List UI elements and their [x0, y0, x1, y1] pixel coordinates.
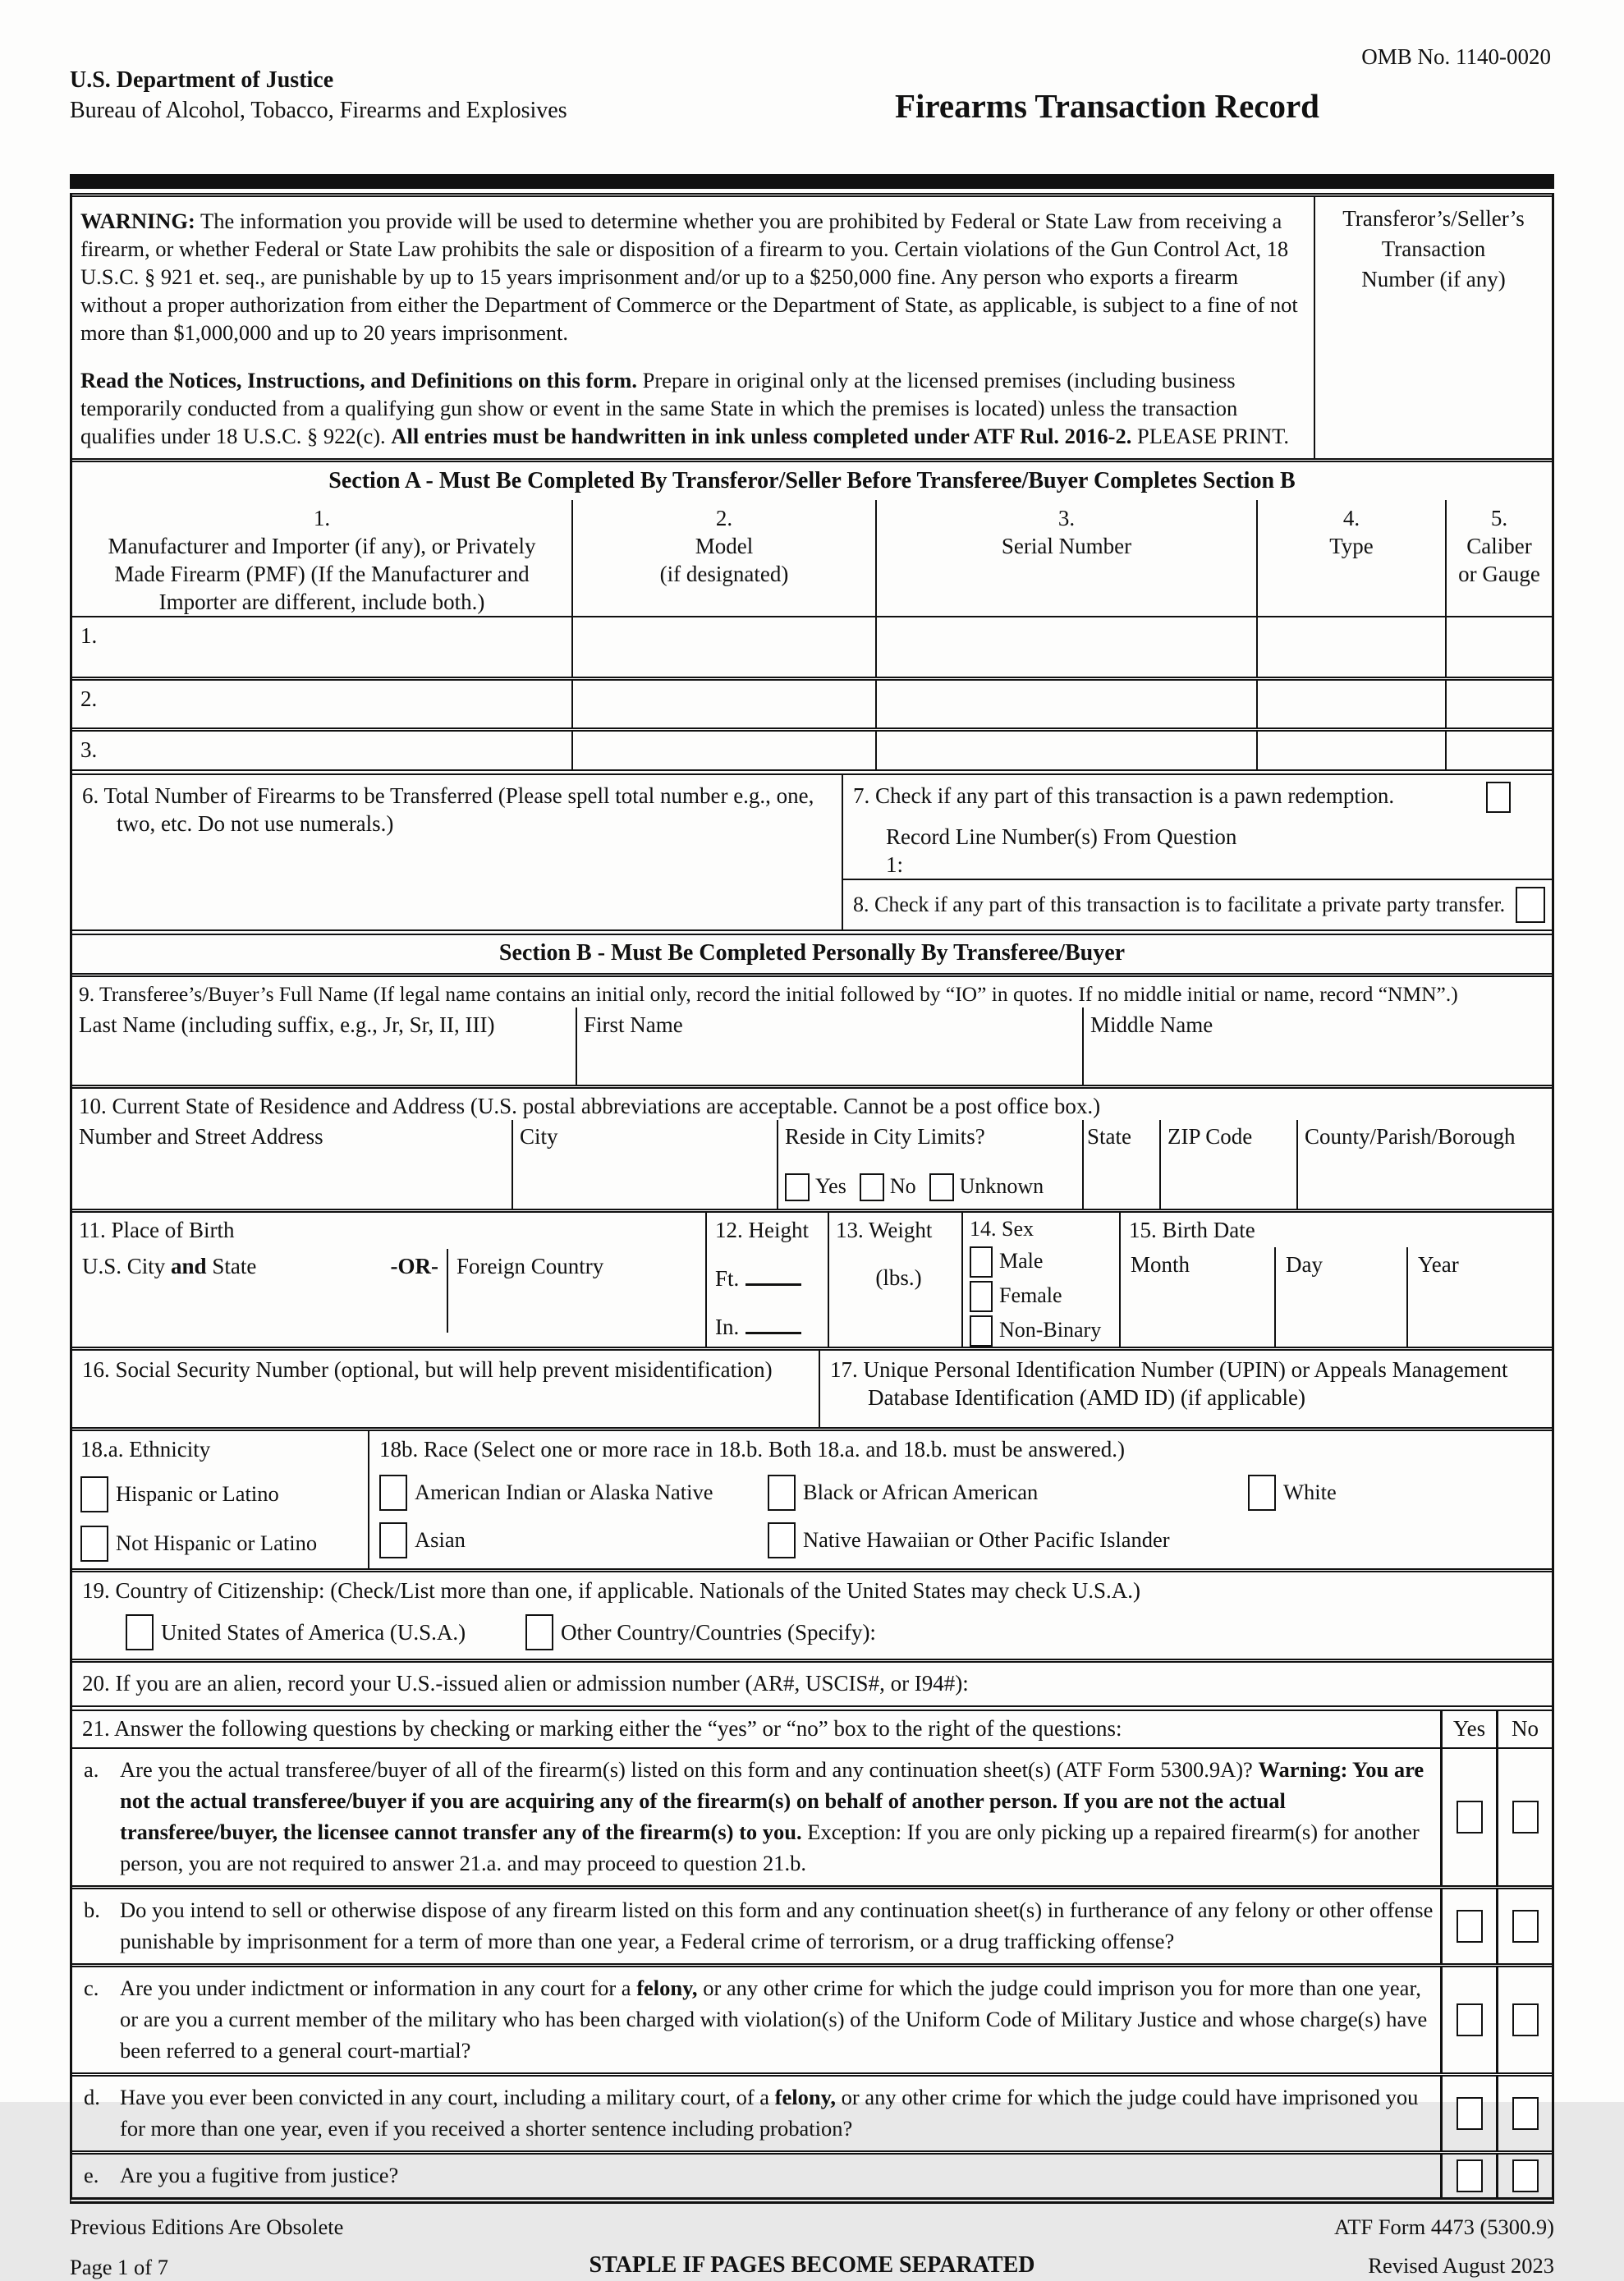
us-city-state-label: U.S. City and State: [82, 1253, 257, 1278]
race-asian-option: [379, 1522, 768, 1558]
q21c-yes-cell: [1440, 1967, 1496, 2072]
item-text: Are you a fugitive from justice?: [120, 2162, 399, 2187]
first-name-label: First Name: [584, 1012, 683, 1037]
form-title: Firearms Transaction Record: [895, 87, 1319, 125]
city-label: City: [520, 1123, 558, 1149]
day-label: Day: [1286, 1251, 1323, 1277]
city-limits-yes-checkbox[interactable]: [785, 1173, 810, 1201]
row-number: 2.: [80, 686, 98, 712]
column-header-type: [1256, 500, 1445, 616]
inches-label: In.: [715, 1314, 740, 1339]
height-feet-row: [715, 1264, 828, 1292]
private-party-transfer-checkbox[interactable]: [1516, 887, 1545, 923]
warning-paragraph: WARNING: The information you provide will be used to determine whether you are prohibited by Federal or State Law from receiving a firearm, or whether Federal or State Law prohibits the sale or disposition of a firearm to you. Certain violations of the Gun Control Act, 18 U.S.C. § 921 et. seq., are punishable by up to 15 years imprisonment and/or up to a $250,000 fine. Any person who exports a firearm without a proper authorization from either the Department of Commerce or the Department of State, as applicable, is subject to a fine of not more than $1,000,000 and up to 20 years imprisonment.: [80, 209, 1298, 345]
city-limits-unknown-checkbox[interactable]: [929, 1173, 954, 1201]
transferor-transaction-number-field[interactable]: [1315, 295, 1552, 458]
citizenship-other-option: [525, 1614, 1139, 1650]
row-number: 3.: [80, 737, 98, 763]
question-20: [72, 1659, 1552, 1705]
sex-male-checkbox[interactable]: [970, 1246, 993, 1278]
city-limits-unknown-option: [929, 1173, 1044, 1201]
firearm-3-model-field[interactable]: [571, 732, 875, 769]
total-firearms-field[interactable]: [82, 838, 830, 923]
row-number: 1.: [80, 623, 98, 649]
place-of-birth-label: 11. Place of Birth: [79, 1217, 235, 1242]
footer-right: [1064, 2214, 1554, 2281]
q21e-yes-cell: [1440, 2155, 1496, 2197]
firearm-2-type-field[interactable]: [1256, 681, 1445, 727]
birth-day-field[interactable]: [1274, 1247, 1406, 1347]
question-13: [828, 1213, 961, 1347]
city-limits-options: [785, 1173, 1076, 1201]
section-b-title: Section B - Must Be Completed Personally By Transferee/Buyer: [72, 929, 1552, 976]
transferor-transaction-number-label: [1315, 204, 1552, 295]
race-pacific-islander-option: [768, 1522, 1248, 1558]
birth-date-fields: [1121, 1247, 1552, 1347]
not-hispanic-label: Not Hispanic or Latino: [116, 1530, 318, 1555]
year-label: Year: [1418, 1251, 1459, 1277]
firearms-table: [72, 500, 1552, 775]
yes-column-header: Yes: [1440, 1711, 1496, 1747]
question-12: [705, 1213, 828, 1347]
race-black-option: [768, 1475, 1248, 1511]
city-limits-no-checkbox[interactable]: [860, 1173, 884, 1201]
city-limits-cell: [777, 1120, 1082, 1209]
question-21-header: [72, 1705, 1552, 1749]
record-line-numbers: [853, 810, 1474, 879]
warning-box: [72, 193, 1552, 462]
department-name: U.S. Department of Justice: [70, 67, 334, 93]
first-name-field[interactable]: [576, 1007, 1082, 1085]
height-inches-field[interactable]: [745, 1312, 801, 1334]
citizenship-options: [72, 1614, 1552, 1650]
column-header-serial: [875, 500, 1256, 616]
questions-6-7-8: [72, 775, 1552, 929]
upin-label: 17. Unique Personal Identification Number (UPIN) or Appeals Management Database Identification (AMD ID) (if applicable): [830, 1356, 1508, 1410]
birth-year-field[interactable]: [1406, 1247, 1552, 1347]
birth-month-field[interactable]: [1121, 1247, 1274, 1347]
county-field[interactable]: [1296, 1120, 1552, 1209]
nonbinary-label: Non-Binary: [999, 1318, 1102, 1342]
divider-bar: [70, 174, 1554, 189]
sex-nonbinary-checkbox[interactable]: [970, 1315, 993, 1347]
race-black-checkbox[interactable]: [768, 1475, 796, 1511]
ethnicity-hispanic-checkbox[interactable]: [80, 1476, 108, 1512]
yes-label: Yes: [815, 1174, 846, 1199]
zip-code-field[interactable]: [1159, 1120, 1296, 1209]
column-label: Caliber or Gauge: [1458, 534, 1540, 587]
column-number: 5.: [1490, 506, 1508, 531]
q21e-no-cell: [1496, 2155, 1552, 2197]
record-line-numbers-label: Record Line Number(s) From Question 1:: [886, 824, 1237, 878]
birth-date-label: 15. Birth Date: [1129, 1217, 1255, 1242]
question-15: [1119, 1213, 1552, 1347]
height-inches-row: [715, 1312, 828, 1341]
alien-number-field[interactable]: [975, 1669, 1319, 1691]
other-country-field[interactable]: [876, 1622, 1139, 1643]
question-21: [72, 1705, 1552, 2197]
female-label: Female: [999, 1283, 1062, 1308]
firearm-3-manufacturer-field[interactable]: [72, 732, 571, 769]
transferor-label-line2: Transaction: [1381, 236, 1486, 261]
question-21b-text: [72, 1889, 1440, 1963]
question-10: [72, 1085, 1552, 1209]
revision-date: Revised August 2023: [1368, 2252, 1554, 2278]
question-11: [72, 1213, 705, 1347]
height-label: 12. Height: [715, 1217, 809, 1242]
transferor-transaction-number-box: [1315, 197, 1552, 458]
q21a-yes-checkbox[interactable]: [1457, 1801, 1483, 1834]
q21e-yes-checkbox[interactable]: [1457, 2159, 1483, 2192]
firearm-2-serial-field[interactable]: [875, 681, 1256, 727]
middle-name-field[interactable]: [1082, 1007, 1552, 1085]
ethnicity-hispanic-option: [80, 1476, 368, 1512]
page-footer: [70, 2204, 1554, 2281]
column-number: 2.: [715, 506, 733, 531]
sex-male-option: [970, 1246, 1119, 1278]
firearm-1-serial-field[interactable]: [875, 617, 1256, 677]
black-label: Black or African American: [803, 1479, 1039, 1504]
zip-code-label: ZIP Code: [1168, 1123, 1253, 1149]
q21c-yes-checkbox[interactable]: [1457, 2003, 1483, 2036]
form-body: [70, 193, 1554, 2204]
question-21e: [72, 2150, 1552, 2197]
item-text: Are you the actual transferee/buyer of all of the firearm(s) listed on this form and any continuation sheet(s) (ATF Form 5300.9A)? Warning: You are not the actual transferee/buyer if you are acquiring any of the firearm(s) on behalf of another person. If you are not the actual transferee/buyer, the licensee cannot transfer any of the firearm(s) to you. Exception: If you are only picking up a repaired firearm(s) for another person, you are not required to answer 21.a. and may proceed to question 21.b.: [120, 1756, 1424, 1875]
sex-female-option: [970, 1281, 1119, 1312]
footer-left: [70, 2214, 560, 2281]
q21c-no-cell: [1496, 1967, 1552, 2072]
other-country-label: Other Country/Countries (Specify):: [561, 1619, 876, 1645]
hispanic-label: Hispanic or Latino: [116, 1480, 279, 1506]
weight-label: 13. Weight: [836, 1217, 933, 1242]
alien-number-label: 20. If you are an alien, record your U.S.-issued alien or admission number (AR#, USCIS#, or I94#):: [82, 1670, 969, 1696]
american-indian-label: American Indian or Alaska Native: [415, 1479, 713, 1504]
question-9: [72, 977, 1552, 1085]
us-city-state-field[interactable]: [72, 1249, 447, 1333]
questions-16-17: [72, 1347, 1552, 1427]
firearm-1-caliber-field[interactable]: [1445, 617, 1552, 677]
form-content: [70, 0, 1554, 2281]
white-label: White: [1283, 1479, 1337, 1504]
column-label: Type: [1329, 534, 1374, 559]
questions-7-8: [843, 775, 1552, 929]
omb-number: OMB No. 1140-0020: [1361, 44, 1551, 69]
street-address-field[interactable]: [72, 1120, 512, 1209]
pawn-redemption-checkbox[interactable]: [1486, 782, 1511, 813]
item-text: Are you under indictment or information in any court for a felony, or any other crime for which the judge could imprison you for more than one year, or are you a current member of the military who has been charged with violation(s) of the Uniform Code of Military Justice and whose charge(s) have been referred to a general court-martial?: [120, 1975, 1428, 2063]
q21a-yes-cell: [1440, 1749, 1496, 1885]
question-19: [72, 1568, 1552, 1659]
firearm-3-type-field[interactable]: [1256, 732, 1445, 769]
citizenship-label: 19. Country of Citizenship: (Check/List more than one, if applicable. Nationals of the United States may check U.S.A.): [82, 1577, 1140, 1603]
column-label-line2: (if designated): [659, 562, 789, 587]
question-10-label: 10. Current State of Residence and Address (U.S. postal abbreviations are acceptable. Cannot be a post office box.): [79, 1093, 1101, 1118]
column-number: 3.: [1057, 506, 1076, 531]
question-9-fields: [72, 1007, 1552, 1085]
city-field[interactable]: [512, 1120, 777, 1209]
column-number: 4.: [1342, 506, 1360, 531]
item-letter: b.: [84, 1897, 100, 1922]
question-6-label: 6. Total Number of Firearms to be Transferred (Please spell total number e.g., one, two, etc. Do not use numerals.): [82, 783, 814, 837]
race-row-1: [379, 1475, 1552, 1511]
ethnicity-not-hispanic-checkbox[interactable]: [80, 1526, 108, 1562]
question-21e-text: [72, 2155, 1440, 2197]
section-a-title: Section A - Must Be Completed By Transferor/Seller Before Transferee/Buyer Completes Section B: [328, 468, 1296, 493]
height-feet-field[interactable]: [745, 1264, 801, 1286]
firearm-2-model-field[interactable]: [571, 681, 875, 727]
question-7: [843, 775, 1552, 879]
question-21a-text: [72, 1749, 1440, 1885]
item-letter: e.: [84, 2162, 99, 2187]
question-21-label: 21. Answer the following questions by checking or marking either the “yes” or “no” box to the right of the questions:: [82, 1715, 1122, 1741]
ethnicity-label: 18.a. Ethnicity: [80, 1436, 211, 1462]
page-number: Page 1 of 7: [70, 2254, 168, 2279]
feet-label: Ft.: [715, 1265, 740, 1291]
item-letter: d.: [84, 2084, 100, 2109]
column-label: Manufacturer and Importer (if any), or Privately Made Firearm (PMF) (If the Manufacturer and Importer are different, include both.): [108, 534, 536, 615]
question-7-label: 7. Check if any part of this transaction is a pawn redemption.: [853, 783, 1395, 809]
race-label: 18b. Race (Select one or more race in 18.b. Both 18.a. and 18.b. must be answered.): [379, 1436, 1125, 1462]
ssn-field[interactable]: [72, 1351, 820, 1427]
street-address-label: Number and Street Address: [79, 1123, 323, 1149]
or-label: -OR-: [390, 1253, 438, 1278]
q21b-yes-cell: [1440, 1889, 1496, 1963]
question-21c: [72, 1963, 1552, 2072]
column-header-caliber: [1445, 500, 1552, 616]
firearm-1-manufacturer-field[interactable]: [72, 617, 571, 677]
race-american-indian-checkbox[interactable]: [379, 1475, 407, 1511]
column-number: 1.: [313, 506, 331, 531]
citizenship-usa-option: [126, 1614, 525, 1650]
place-of-birth-fields: [72, 1249, 705, 1333]
question-18b: [369, 1431, 1552, 1568]
column-header-model: [571, 500, 875, 616]
city-limits-yes-option: [785, 1173, 846, 1201]
firearm-1-type-field[interactable]: [1256, 617, 1445, 677]
weight-lbs-label: (lbs.): [875, 1264, 922, 1290]
usa-label: United States of America (U.S.A.): [161, 1619, 466, 1645]
race-white-checkbox[interactable]: [1248, 1475, 1276, 1511]
firearm-2-caliber-field[interactable]: [1445, 681, 1552, 727]
warning-text-area: [72, 197, 1315, 458]
sex-female-checkbox[interactable]: [970, 1281, 993, 1312]
firearm-row-1: [72, 617, 1552, 677]
firearm-1-model-field[interactable]: [571, 617, 875, 677]
question-18a: [72, 1431, 369, 1568]
foreign-country-field[interactable]: [447, 1249, 705, 1333]
citizenship-other-checkbox[interactable]: [525, 1614, 553, 1650]
county-label: County/Parish/Borough: [1305, 1123, 1516, 1149]
no-column-header: No: [1496, 1711, 1552, 1747]
sex-nonbinary-option: [970, 1315, 1119, 1347]
ethnicity-not-hispanic-option: [80, 1526, 368, 1562]
male-label: Male: [999, 1249, 1044, 1274]
citizenship-usa-checkbox[interactable]: [126, 1614, 154, 1650]
race-asian-checkbox[interactable]: [379, 1522, 407, 1558]
item-text: Have you ever been convicted in any court, including a military court, of a felony, or any other crime for which the judge could have imprisoned you for more than one year, even if you received a shorter sentence including probation?: [120, 2084, 1419, 2141]
question-6: [72, 775, 843, 929]
question-21a: [72, 1749, 1552, 1885]
q21b-no-checkbox[interactable]: [1512, 1910, 1539, 1943]
questions-11-15: [72, 1209, 1552, 1347]
city-limits-no-option: [860, 1173, 916, 1201]
question-21d-text: [72, 2077, 1440, 2150]
item-letter: a.: [84, 1756, 99, 1782]
record-line-numbers-field[interactable]: [1250, 857, 1474, 879]
firearm-3-serial-field[interactable]: [875, 732, 1256, 769]
firearms-table-header: [72, 500, 1552, 617]
race-pacific-islander-checkbox[interactable]: [768, 1522, 796, 1558]
read-notices-paragraph: Read the Notices, Instructions, and Definitions on this form. Prepare in original only at the licensed premises (including business temporarily conducted from a qualifying gun show or event in the same State in which the premises is located) unless the transaction qualifies under 18 U.S.C. § 922(c). All entries must be handwritten in ink unless completed under ATF Rul. 2016-2. PLEASE PRINT.: [80, 368, 1290, 448]
q21d-yes-cell: [1440, 2077, 1496, 2150]
q21e-no-checkbox[interactable]: [1512, 2159, 1539, 2192]
middle-name-label: Middle Name: [1090, 1012, 1213, 1037]
column-label: Serial Number: [1001, 534, 1132, 559]
transferor-label-line1: Transferor’s/Seller’s: [1342, 206, 1525, 231]
question-9-label: 9. Transferee’s/Buyer’s Full Name (If legal name contains an initial only, record the initial followed by “IO” in quotes. If no middle initial or name, record “NMN”.): [79, 981, 1458, 1006]
q21b-yes-checkbox[interactable]: [1457, 1910, 1483, 1943]
bureau-name: Bureau of Alcohol, Tobacco, Firearms and Explosives: [70, 98, 567, 123]
firearm-row-2: [72, 677, 1552, 727]
previous-editions-note: Previous Editions Are Obsolete: [70, 2214, 344, 2239]
question-18: [72, 1427, 1552, 1568]
q21a-no-cell: [1496, 1749, 1552, 1885]
question-10-fields: [72, 1120, 1552, 1209]
unknown-label: Unknown: [959, 1174, 1044, 1199]
foreign-country-label: Foreign Country: [456, 1253, 604, 1278]
item-text: Do you intend to sell or otherwise dispose of any firearm listed on this form and any continuation sheet(s) in furtherance of any felony or other offense punishable by imprisonment for a term of more than one year, a Federal crime of terrorism, or a drug trafficking offense?: [120, 1897, 1434, 1953]
staple-note: STAPLE IF PAGES BECOME SEPARATED: [589, 2252, 1035, 2279]
city-limits-label: Reside in City Limits?: [785, 1123, 985, 1149]
question-8-label: 8. Check if any part of this transaction is to facilitate a private party transfer.: [853, 893, 1506, 916]
column-header-manufacturer: [72, 500, 571, 616]
state-field[interactable]: [1082, 1120, 1159, 1209]
q21b-no-cell: [1496, 1889, 1552, 1963]
sex-label: 14. Sex: [970, 1216, 1034, 1241]
firearm-row-3: [72, 727, 1552, 769]
race-white-option: [1248, 1475, 1552, 1511]
ssn-label: 16. Social Security Number (optional, but will help prevent misidentification): [82, 1356, 773, 1382]
race-american-indian-option: [379, 1475, 768, 1511]
no-label: No: [889, 1174, 916, 1199]
form-header: [70, 0, 1554, 174]
question-21d: [72, 2072, 1552, 2150]
question-14: [961, 1213, 1119, 1347]
last-name-label: Last Name (including suffix, e.g., Jr, Sr, II, III): [79, 1012, 495, 1037]
question-8: [843, 879, 1552, 929]
race-row-2: [379, 1522, 1552, 1558]
asian-label: Asian: [415, 1526, 466, 1552]
state-label: State: [1087, 1123, 1131, 1149]
firearm-2-manufacturer-field[interactable]: [72, 681, 571, 727]
firearm-3-caliber-field[interactable]: [1445, 732, 1552, 769]
column-label: Model: [695, 534, 754, 559]
form-number: ATF Form 4473 (5300.9): [1334, 2214, 1554, 2239]
question-21b: [72, 1885, 1552, 1963]
month-label: Month: [1131, 1251, 1190, 1277]
item-letter: c.: [84, 1975, 99, 2000]
q21a-no-checkbox[interactable]: [1512, 1801, 1539, 1834]
upin-field[interactable]: [820, 1351, 1552, 1427]
pacific-islander-label: Native Hawaiian or Other Pacific Islander: [803, 1526, 1170, 1552]
q21c-no-checkbox[interactable]: [1512, 2003, 1539, 2036]
transferor-label-line3: Number (if any): [1361, 267, 1506, 291]
question-21c-text: [72, 1967, 1440, 2072]
last-name-field[interactable]: [72, 1007, 576, 1085]
q21d-no-cell: [1496, 2077, 1552, 2150]
